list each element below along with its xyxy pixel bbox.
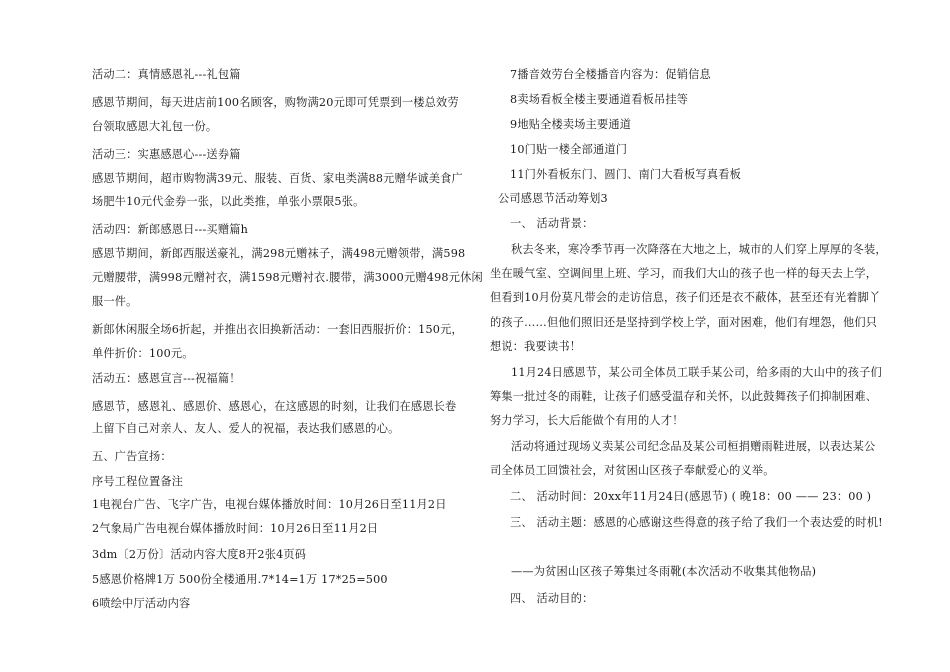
text-line: 想说：我要读书！ [490,340,582,353]
section-heading: 三、 活动主题：感恩的心感谢这些得意的孩子给了我们一个表达爱的时机! [510,516,883,529]
section-heading: 四、 活动目的： [510,592,594,605]
section-title: 公司感恩节活动筹划3 [498,192,608,205]
text-line: 服一件。 [92,295,138,308]
text-line: 秋去冬来，寒冷季节再一次降落在大地之上，城市的人们穿上厚厚的冬装， [511,243,887,256]
text-line: 11门外看板东门、圆门、南门大看板写真看板 [510,168,741,181]
text-line: 努力学习，长大后能做个有用的人才！ [490,414,684,427]
text-line: 台领取感恩大礼包一份。 [92,120,218,133]
text-line: 五、广告宣扬： [92,450,172,463]
text-line: 活动将通过现场义卖某公司纪念品及某公司桓捐赠雨鞋进展，以表达某公 [511,440,876,453]
text-line: 感恩节期间，每天进店前100名顾客，购物满20元即可凭票到一楼总效劳 [92,96,459,109]
text-line: 但看到10月份莫凡带会的走访信息，孩子们还是衣不蔽体，甚至还有光着脚丫 [490,291,881,304]
text-line: 8卖场看板全楼主要通道看板吊挂等 [510,93,689,106]
text-line: 5感恩价格牌1万 500份全楼通用.7*14=1万 17*25=500 [92,573,388,586]
text-line: 坐在暖气室、空调间里上班、学习，而我们大山的孩子也一样的每天去上学， [490,267,878,280]
text-line: 新郎休闲服全场6折起，并推出衣旧换新活动：一套旧西服折价：150元， [92,323,463,336]
text-line: 单件折价：100元。 [92,347,194,360]
text-line: 活动二：真情感恩礼---礼包篇 [92,68,241,81]
text-line: 活动五：感恩宣言---祝福篇！ [92,372,241,385]
text-line: 活动四：新郎感恩日---买赠篇h [92,223,248,236]
text-line: 感恩节期间，超市购物满39元、服装、百货、家电类满88元赠华诚美食广 [92,172,463,185]
text-line: 2气象局广告电视台媒体播放时间：10月26日至11月2日 [92,522,379,535]
text-line: 筹集一批过冬的雨鞋，让孩子们感受温存和关怀，以此鼓舞孩子们抑制困难、 [490,390,878,403]
text-line: 上留下自己对亲人、友人、爱人的祝福，表达我们感恩的心。 [92,422,400,435]
text-line: 场肥牛10元代金券一张，以此类推，单张小票限5张。 [92,195,365,208]
text-line: 感恩节期间，新郎西服送豪礼，满298元赠袜子，满498元赠领带，满598 [92,247,466,260]
text-line: ——为贫困山区孩子筹集过冬雨靴(本次活动不收集其他物品) [511,565,817,578]
text-line: 10门贴一楼全部通道门 [510,143,628,156]
text-line: 7播音效劳台全楼播音内容为：促销信息 [510,68,711,81]
text-line: 11月24日感恩节，某公司全体员工联手某公司，给多雨的大山中的孩子们 [511,366,882,379]
text-line: 9地贴全楼卖场主要通道 [510,118,632,131]
section-heading: 二、 活动时间：20xx年11月24日(感恩节) ( 晚18：00 —— 23：00 ) [510,490,872,503]
text-line: 序号工程位置备注 [92,475,184,488]
text-line: 3dm〔2万份〕活动内容大度8开2张4页码 [92,548,307,561]
text-line: 感恩节，感恩礼、感恩价、感恩心，在这感恩的时刻，让我们在感恩长卷 [92,400,457,413]
text-line: 6喷绘中厅活动内容 [92,597,191,610]
text-line: 的孩子……但他们照旧还是坚持到学校上学，面对困难，他们有埋怨，他们只 [490,316,878,329]
text-line: 1电视台广告、飞字广告，电视台媒体播放时间：10月26日至11月2日 [92,498,447,511]
section-heading: 一、 活动背景： [510,217,594,230]
text-line: 司全体员工回馈社会，对贫困山区孩子奉献爱心的义举。 [490,464,775,477]
text-line: 活动三：实惠感恩心---送券篇 [92,148,241,161]
text-line: 元赠腰带，满998元赠衬衣，满1598元赠衬衣.腰带，满3000元赠498元休闲 [92,271,483,284]
